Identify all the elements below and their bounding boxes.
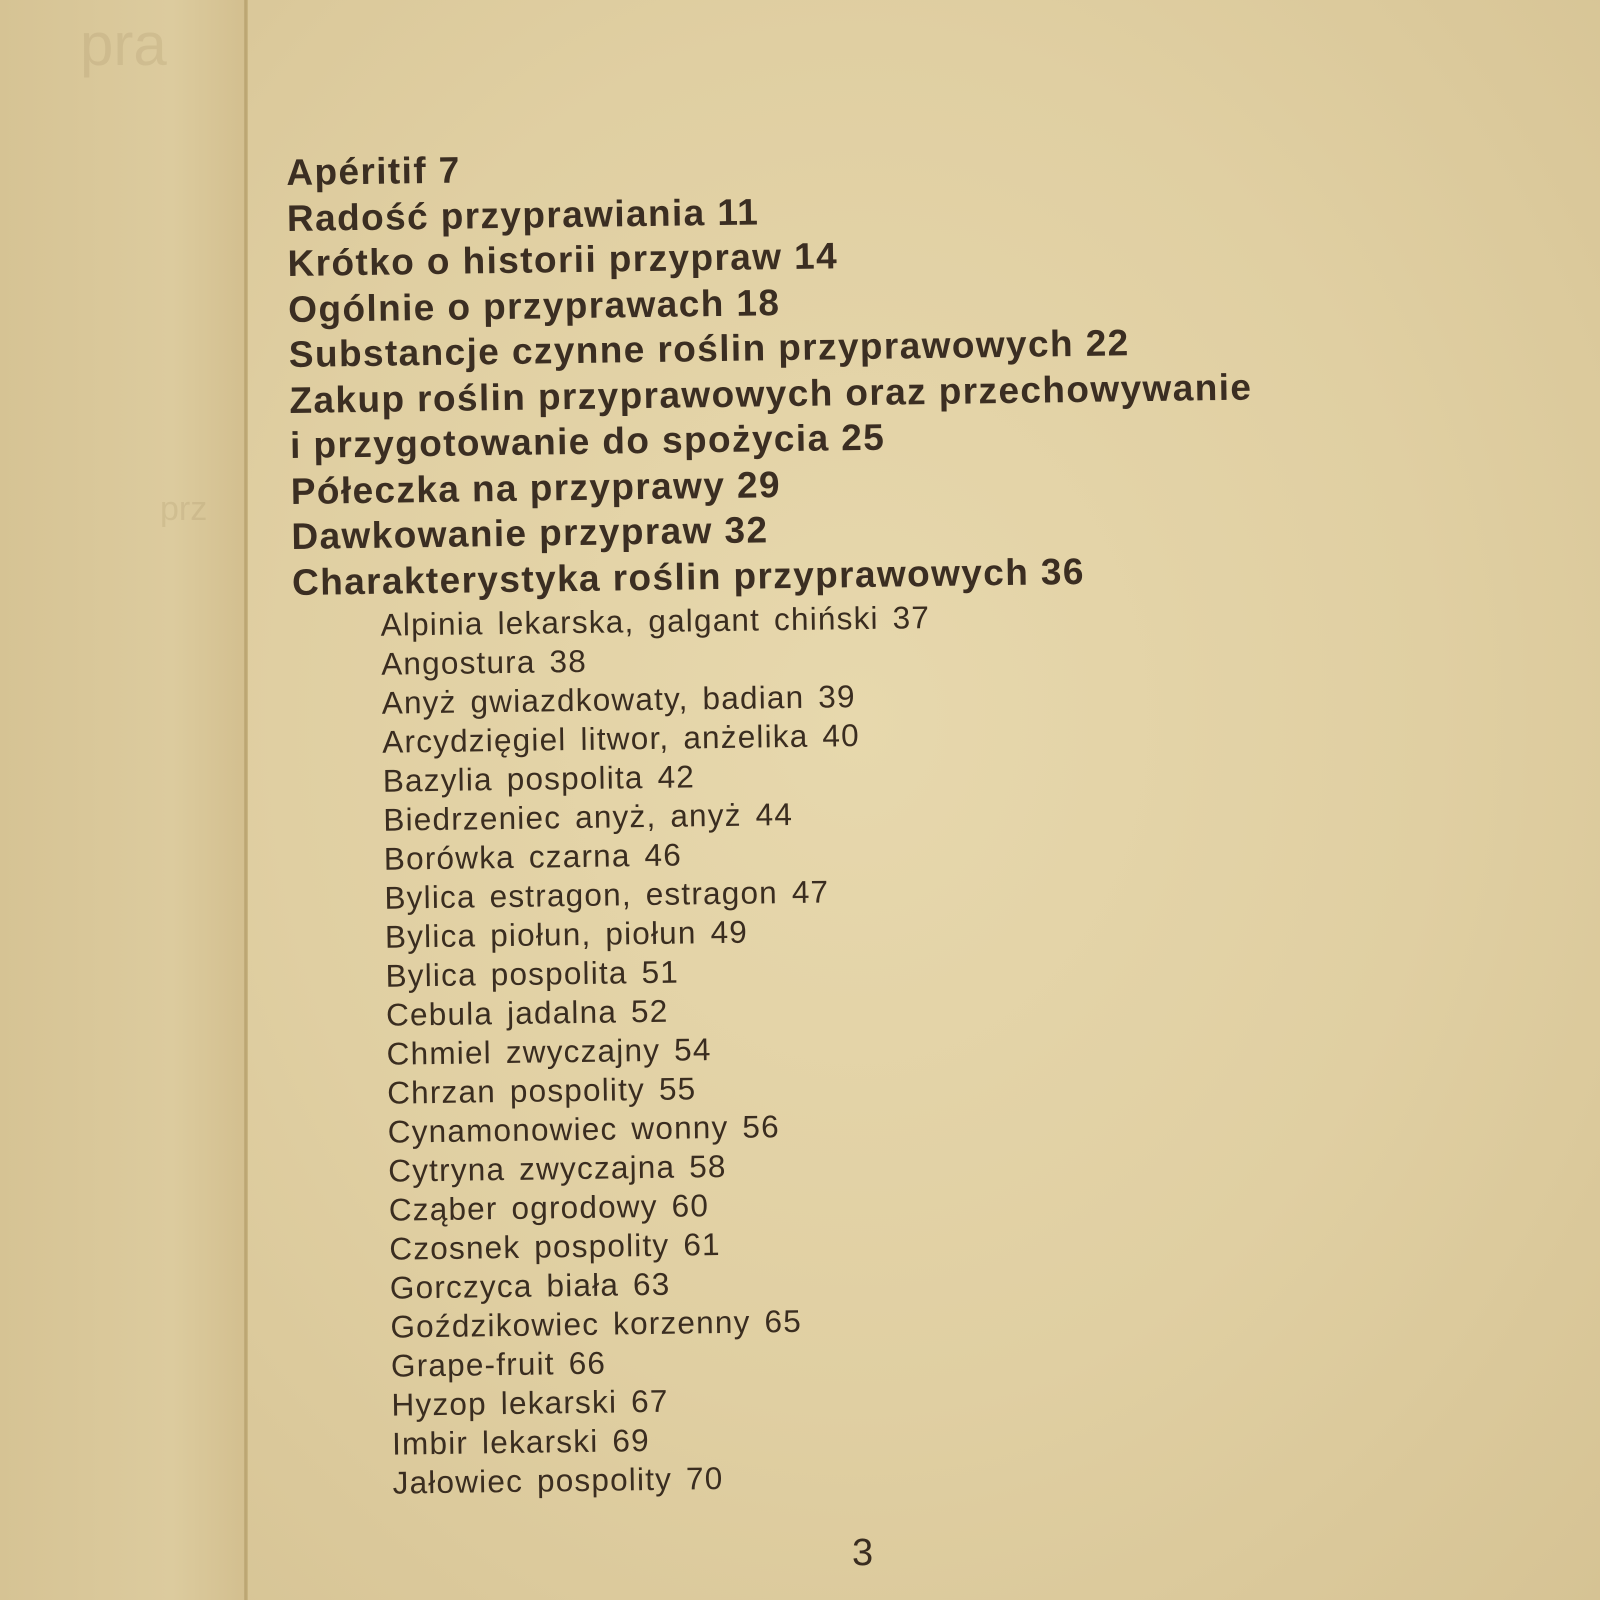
toc-entry-title: Arcydzięgiel litwor, anżelika [382,717,809,760]
toc-chapter-title: Apéritif [286,150,428,193]
toc-entry-title: Angostura [380,643,536,682]
toc-entry-title: Bazylia pospolita [382,759,644,799]
toc-entry-page: 56 [742,1108,781,1145]
toc-entry-page: 40 [822,717,861,754]
toc-entry-title: Gorczyca biała [389,1266,620,1306]
toc-entry-title: Jałowiec pospolity [392,1460,673,1501]
toc-chapter-page: 11 [716,190,760,233]
toc-entry-page: 54 [673,1031,712,1068]
left-page-bleed-text: pra [80,11,167,78]
left-page [0,0,246,1600]
plant-entry-list [380,594,1267,1503]
toc-entry-title: Chrzan pospolity [386,1071,646,1111]
toc-entry-page: 65 [764,1302,803,1340]
chapter-list [286,137,1255,605]
toc-chapter-title: i przygotowanie do spożycia [289,417,830,466]
toc-entry-page: 60 [671,1187,710,1224]
left-page-bleed-text: prz [160,490,208,528]
toc-entry-title: Alpinia lekarska, galgant chiński [380,599,879,643]
toc-chapter-title: Charakterystyka roślin przyprawowych [291,551,1030,603]
toc-entry-title: Borówka czarna [383,837,631,877]
toc-chapter-page: 7 [438,149,461,191]
toc-entry-page: 38 [549,642,588,680]
toc-entry-page: 49 [710,913,749,951]
toc-entry-page: 39 [818,678,856,715]
toc-entry-page: 55 [658,1070,697,1107]
toc-chapter-page: 29 [736,463,782,506]
toc-entry-page: 46 [644,836,683,874]
toc-entry-page: 58 [688,1147,727,1185]
toc-entry-title: Cząber ogrodowy [388,1187,658,1228]
toc-chapter-page: 36 [1040,550,1086,592]
toc-chapter-title: Krótko o historii przypraw [287,236,783,284]
page-number: 3 [852,1532,874,1574]
toc-entry-title: Grape-fruit [390,1345,555,1384]
toc-chapter-page: 22 [1085,322,1130,364]
toc-entry-title: Cebula jadalna [385,993,618,1033]
toc-chapter-title: Dawkowanie przypraw [291,510,714,557]
toc-chapter-page: 25 [840,416,886,459]
toc-entry-page: 66 [568,1344,607,1382]
toc-entry-page: 63 [632,1265,671,1303]
toc-chapter-title: Zakup roślin przyprawowych oraz przechowywanie [289,366,1253,421]
toc-chapter-page: 18 [736,281,781,324]
toc-chapter-title: Półeczka na przyprawy [290,464,726,512]
toc-entry-title: Bylica pospolita [385,954,628,994]
toc-entry-page: 51 [641,953,680,991]
toc-entry-page: 37 [892,599,931,636]
toc-entry-title: Chmiel zwyczajny [386,1031,661,1072]
toc-entry-page: 42 [657,758,696,795]
toc-entry-title: Biedrzeniec anyż, anyż [383,796,742,838]
toc-entry-page: 61 [683,1226,722,1263]
toc-entry-title: Imbir lekarski [391,1422,599,1462]
toc-entry-page: 69 [612,1422,651,1459]
toc-entry-page: 52 [630,992,669,1030]
toc-entry-page: 70 [685,1460,724,1497]
toc-entry-page: 67 [630,1382,669,1420]
toc-entry-title: Hyzop lekarski [391,1383,618,1423]
toc-chapter-page: 14 [793,235,839,277]
toc-entry-title: Bylica piołun, piołun [384,914,697,955]
toc-entry-title: Anyż gwiazdkowaty, badian [381,678,805,721]
toc-entry-title: Czosnek pospolity [389,1226,670,1267]
toc-entry-title: Cynamonowiec wonny [387,1108,729,1150]
toc-entry-title: Goździkowiec korzenny [390,1303,751,1345]
toc-chapter-page: 32 [724,509,769,551]
toc-chapter-title: Radość przyprawiania [286,191,706,239]
toc-entry-title: Cytryna zwyczajna [388,1148,676,1189]
toc-chapter-title: Substancje czynne roślin przyprawowych [288,323,1075,375]
toc-chapter-title: Ogólnie o przyprawach [287,282,725,330]
toc-entry-page: 47 [791,873,830,911]
toc-entry-page: 44 [755,795,794,833]
toc-entry-title: Bylica estragon, estragon [384,874,779,916]
table-of-contents [286,137,1268,1504]
